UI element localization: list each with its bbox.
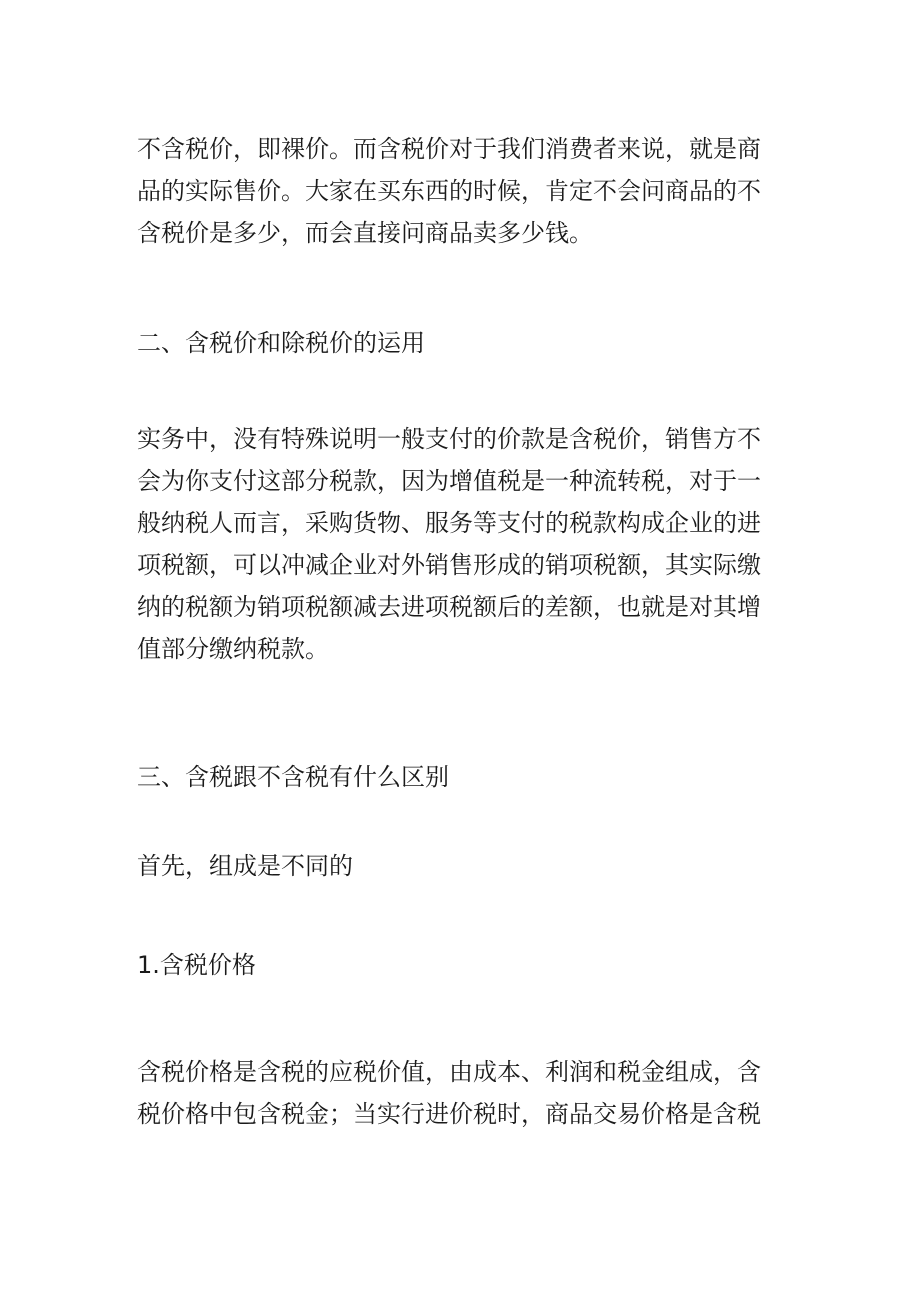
text-line: 品的实际售价。大家在买东西的时候，肯定不会问商品的不 [137,177,761,205]
section-heading-2: 二、含税价和除税价的运用 [137,329,425,357]
paragraph-tax-inclusive-definition [137,1051,787,1135]
item-title-tax-inclusive-price: 1.含税价格 [137,951,256,979]
text-line: 会为你支付这部分税款，因为增值税是一种流转税，对于一 [137,467,761,495]
text-line: 纳的税额为销项税额减去进项税额后的差额，也就是对其增 [137,593,761,621]
text-line: 含税价是多少，而会直接问商品卖多少钱。 [137,219,593,247]
subheading-composition: 首先，组成是不同的 [137,852,353,880]
text-line: 值部分缴纳税款。 [137,635,329,663]
paragraph-price-explanation [137,128,787,254]
text-line: 实务中，没有特殊说明一般支付的价款是含税价，销售方不 [137,425,761,453]
text-line: 含税价格是含税的应税价值，由成本、利润和税金组成，含 [137,1058,761,1086]
text-line: 般纳税人而言，采购货物、服务等支付的税款构成企业的进 [137,509,761,537]
section-heading-3: 三、含税跟不含税有什么区别 [137,763,449,791]
paragraph-practice [137,418,787,670]
text-line: 税价格中包含税金；当实行进价税时，商品交易价格是含税 [137,1100,761,1128]
text-line: 不含税价，即裸价。而含税价对于我们消费者来说，就是商 [137,135,761,163]
text-line: 项税额，可以冲减企业对外销售形成的销项税额，其实际缴 [137,551,761,579]
